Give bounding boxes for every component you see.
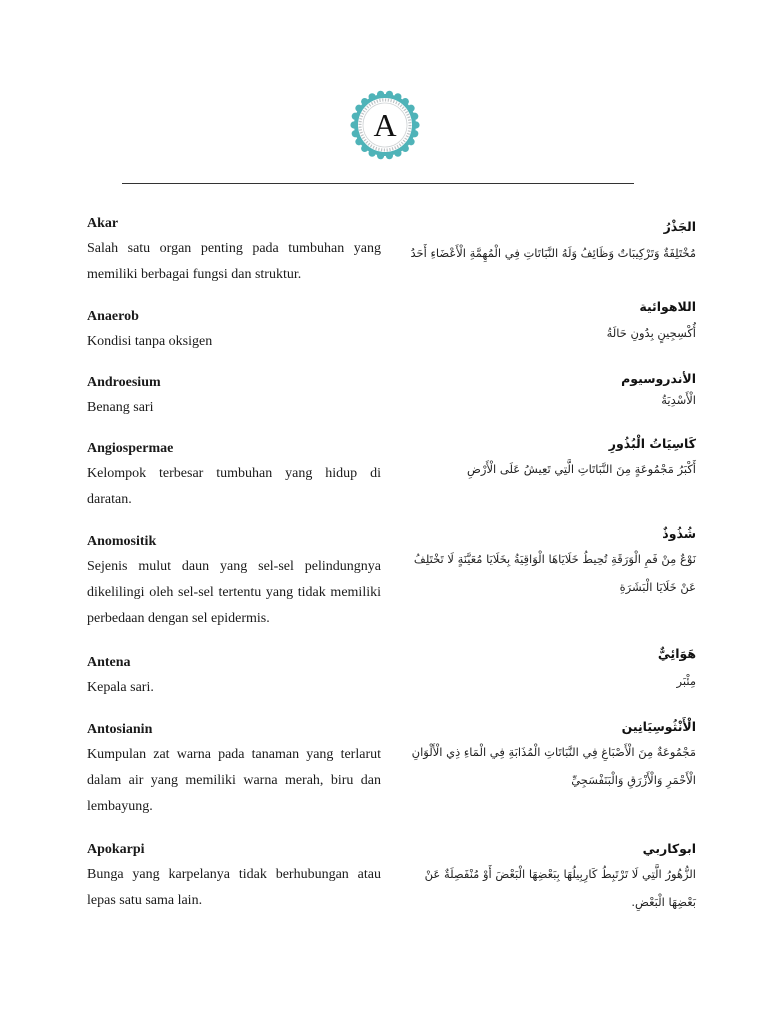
entry-definition: Kondisi tanpa oksigen <box>87 334 213 349</box>
entry-arabic-definition: نَوْعٌ مِنْ فَمِ الْوَرَقَةِ تُحِيطُ خَلَايَاهَا الْوَاقِيَةُ بِخَلَايَا مُعَيَّنَةٍ لَا تَخْتَلِفُ عَنْ خَلَايَا الْبَشَرَةِ <box>413 552 696 594</box>
badge-scallop <box>394 150 401 157</box>
badge-scallop <box>402 145 409 152</box>
entry-definition: Kelompok terbesar tumbuhan yang hidup di daratan. <box>87 466 381 507</box>
badge-scallop <box>350 121 357 128</box>
badge-scallop <box>352 113 359 120</box>
entry-term-block <box>87 374 381 421</box>
entry-term: Antosianin <box>87 722 153 737</box>
entry-term-block <box>87 654 381 701</box>
entry-arabic-definition: أُكْسِجِينٍ بِدُونِ حَالَةُ <box>606 326 696 340</box>
entry-term-block <box>87 215 381 288</box>
entry-definition: Salah satu organ penting pada tumbuhan yang memiliki berbagai fungsi dan struktur. <box>87 241 381 282</box>
entry-arabic-block <box>400 370 696 412</box>
entry-term: Antena <box>87 655 131 670</box>
section-letter: A <box>373 107 397 143</box>
badge-scallop <box>361 98 368 105</box>
entry-term: Apokarpi <box>87 842 145 857</box>
entry-arabic-block <box>400 218 696 268</box>
badge-scallop <box>394 93 401 100</box>
entry-arabic-term: الْأَنْثُوسِيَانِين <box>621 719 696 734</box>
entry-arabic-term: كَاسِيَاتُ الْبُذُورِ <box>608 436 696 451</box>
entry-arabic-term: الجَذْرُ <box>663 219 696 234</box>
entry-arabic-block <box>400 435 696 481</box>
entry-definition: Kumpulan zat warna pada tanaman yang terlarut dalam air yang memiliki warna merah, biru dan lembayung. <box>87 747 381 814</box>
entry-term-block <box>87 308 381 355</box>
badge-scallop <box>369 150 376 157</box>
entry-term: Anomositik <box>87 534 157 549</box>
entry-definition: Kepala sari. <box>87 680 154 695</box>
badge-scallop <box>377 91 384 98</box>
badge-scallop <box>402 98 409 105</box>
badge-scallop <box>386 91 393 98</box>
entry-arabic-term: هَوَائِيٌّ <box>657 646 696 661</box>
entry-arabic-definition: مَجْمُوعَةٌ مِنَ الْأَصْبَاغِ فِي النَّبَاتَاتِ الْمُذَابَةِ فِي الْمَاءِ ذِي الْأَلْوَانِ الْأَحْمَرِ وَالْأَزْرَقِ وَالْبَنَفْسَجِيِّ <box>411 745 696 787</box>
entry-definition: Benang sari <box>87 400 154 415</box>
entry-term-block <box>87 440 381 513</box>
entry-arabic-definition: مُخْتَلِفَةٌ وَتَرْكِيبَاتٌ وَظَائِفُ وَلَهُ النَّبَاتَاتِ فِي الْمُهِمَّةِ الْأَعْضَاءِ أَحَدُ <box>410 246 696 260</box>
badge-scallop <box>407 138 414 145</box>
letter-badge-icon <box>350 90 420 160</box>
entry-term: Angiospermae <box>87 441 174 456</box>
entry-term: Akar <box>87 216 119 231</box>
badge-scallop <box>411 130 418 137</box>
entry-arabic-definition: مِئْبَر <box>676 674 696 688</box>
entry-arabic-definition: أَكْبَرُ مَجْمُوعَةٍ مِنَ النَّبَاتَاتِ الَّتِي تَعِيشُ عَلَى الْأَرْضِ <box>467 462 696 476</box>
entry-term-block <box>87 533 381 632</box>
badge-scallop <box>407 105 414 112</box>
badge-scallop <box>377 152 384 159</box>
entry-arabic-block <box>400 298 696 348</box>
badge-scallop <box>355 138 362 145</box>
entry-definition: Bunga yang karpelanya tidak berhubungan atau lepas satu sama lain. <box>87 867 381 908</box>
badge-scallop <box>369 93 376 100</box>
entry-arabic-term: ابوكاربي <box>642 841 696 856</box>
entry-arabic-block <box>400 718 696 794</box>
badge-scallop <box>412 121 419 128</box>
entry-arabic-term: الأندروسيوم <box>621 371 696 386</box>
letter-badge <box>350 90 420 160</box>
badge-scallop <box>355 105 362 112</box>
entry-arabic-definition: الْأَسْدِيَةُ <box>661 393 696 407</box>
badge-scallop <box>411 113 418 120</box>
badge-scallop <box>361 145 368 152</box>
entry-definition: Sejenis mulut daun yang sel-sel pelindungnya dikelilingi oleh sel-sel tertentu yang tidak memiliki perbedaan dengan sel epidermis. <box>87 559 381 626</box>
badge-scallop <box>352 130 359 137</box>
header-divider <box>122 183 634 184</box>
entry-arabic-block <box>400 645 696 693</box>
entry-term: Androesium <box>87 375 161 390</box>
entry-arabic-block <box>400 840 696 916</box>
entry-arabic-block <box>400 525 696 601</box>
entry-term-block <box>87 841 381 914</box>
entry-term: Anaerob <box>87 309 139 324</box>
entry-arabic-term: شُذُوذٌ <box>662 526 696 541</box>
entry-term-block <box>87 721 381 820</box>
entry-arabic-term: اللاهوائية <box>639 299 696 314</box>
entry-arabic-definition: الزُّهُورُ الَّتِي لَا تَرْتَبِطُ كَارِبِيلُهَا بِبَعْضِهَا الْبَعْضَ أَوْ مُنْفَصِلَةٌ عَنْ بَعْضِهَا الْبَعْضِ. <box>424 867 696 909</box>
badge-scallop <box>386 152 393 159</box>
